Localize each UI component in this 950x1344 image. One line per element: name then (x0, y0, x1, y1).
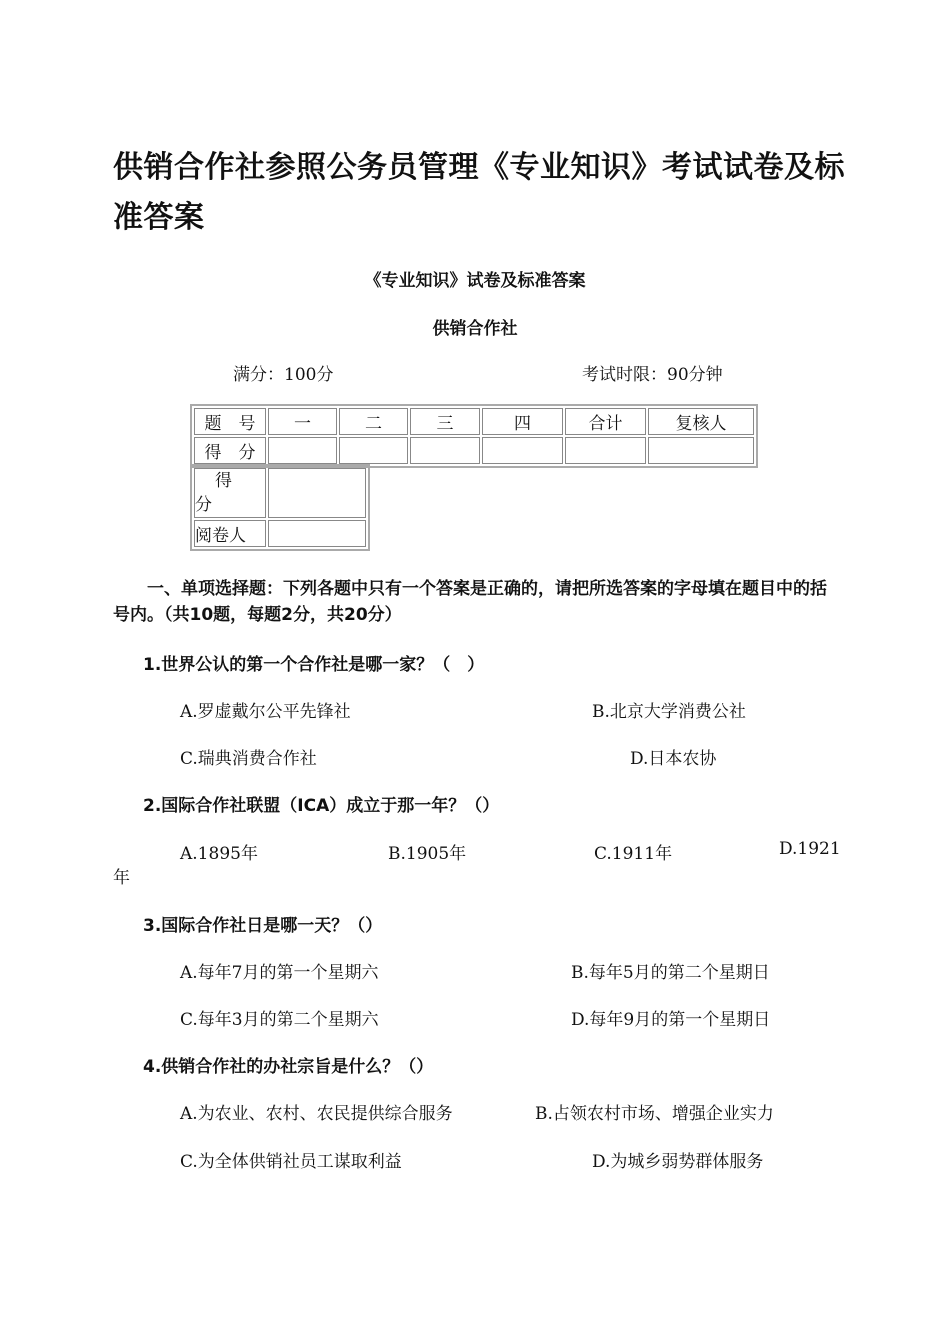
grader-score-row (194, 468, 366, 518)
q1-option-a: A.罗虚戴尔公平先锋社 (180, 702, 351, 722)
score-cell[interactable] (648, 437, 754, 464)
q4-option-d: D.为城乡弱势群体服务 (592, 1152, 764, 1172)
section-one-instructions: 一、单项选择题：下列各题中只有一个答案是正确的，请把所选答案的字母填在题目中的括号内。（共10题，每题2分，共20分） (113, 579, 827, 625)
score-cell[interactable] (268, 437, 337, 464)
q3-option-b: B.每年5月的第二个星期日 (571, 963, 770, 983)
score-table-header: 复核人 (648, 408, 754, 435)
grader-score-label-line1: 得 (215, 471, 232, 491)
question-3: 3.国际合作社日是哪一天？（） (143, 916, 383, 936)
q2-option-d: D.1921 (779, 839, 841, 859)
grader-name-cell[interactable] (268, 520, 366, 547)
q3-option-c: C.每年3月的第二个星期六 (180, 1010, 379, 1030)
question-2: 2.国际合作社联盟（ICA）成立于那一年？（） (143, 796, 500, 816)
score-table-header: 二 (339, 408, 408, 435)
q2-option-c: C.1911年 (594, 844, 673, 864)
grader-score-cell[interactable] (268, 468, 366, 518)
grader-name-label: 阅卷人 (194, 520, 266, 547)
score-row-label: 得 分 (194, 437, 266, 464)
score-table (190, 404, 758, 468)
q4-option-b: B.占领农村市场、增强企业实力 (535, 1104, 774, 1124)
grader-score-label-line2: 分 (195, 495, 212, 515)
score-table-header: 题 号 (194, 408, 266, 435)
q1-option-b: B.北京大学消费公社 (592, 702, 746, 722)
score-table-header: 一 (268, 408, 337, 435)
score-table-header: 合计 (565, 408, 646, 435)
score-table-header-row (194, 408, 754, 435)
q4-option-c: C.为全体供销社员工谋取利益 (180, 1152, 402, 1172)
score-table-header: 三 (410, 408, 480, 435)
q3-option-d: D.每年9月的第一个星期日 (571, 1010, 771, 1030)
score-cell[interactable] (482, 437, 563, 464)
score-cell[interactable] (339, 437, 408, 464)
q1-option-c: C.瑞典消费合作社 (180, 749, 317, 769)
grader-name-row (194, 520, 366, 547)
organization-name: 供销合作社 (432, 319, 518, 339)
question-4: 4.供销合作社的办社宗旨是什么？（） (143, 1057, 434, 1077)
score-cell[interactable] (410, 437, 480, 464)
score-table-score-row (194, 437, 754, 464)
time-limit: 考试时限：90分钟 (582, 365, 723, 385)
score-table-header: 四 (482, 408, 563, 435)
document-title: 供销合作社参照公务员管理《专业知识》考试试卷及标准答案 (113, 150, 845, 235)
q4-option-a: A.为农业、农村、农民提供综合服务 (180, 1104, 453, 1124)
q2-option-b: B.1905年 (388, 844, 467, 864)
grader-table (190, 464, 370, 551)
q1-option-d: D.日本农协 (630, 749, 717, 769)
question-1: 1.世界公认的第一个合作社是哪一家？（ ） (143, 655, 485, 675)
q3-option-a: A.每年7月的第一个星期六 (180, 963, 379, 983)
score-cell[interactable] (565, 437, 646, 464)
exam-subtitle: 《专业知识》试卷及标准答案 (364, 271, 586, 291)
q2-option-d-continuation: 年 (113, 868, 130, 888)
full-score: 满分：100分 (233, 365, 334, 385)
q2-option-a: A.1895年 (180, 844, 258, 864)
grader-score-label (194, 468, 266, 518)
